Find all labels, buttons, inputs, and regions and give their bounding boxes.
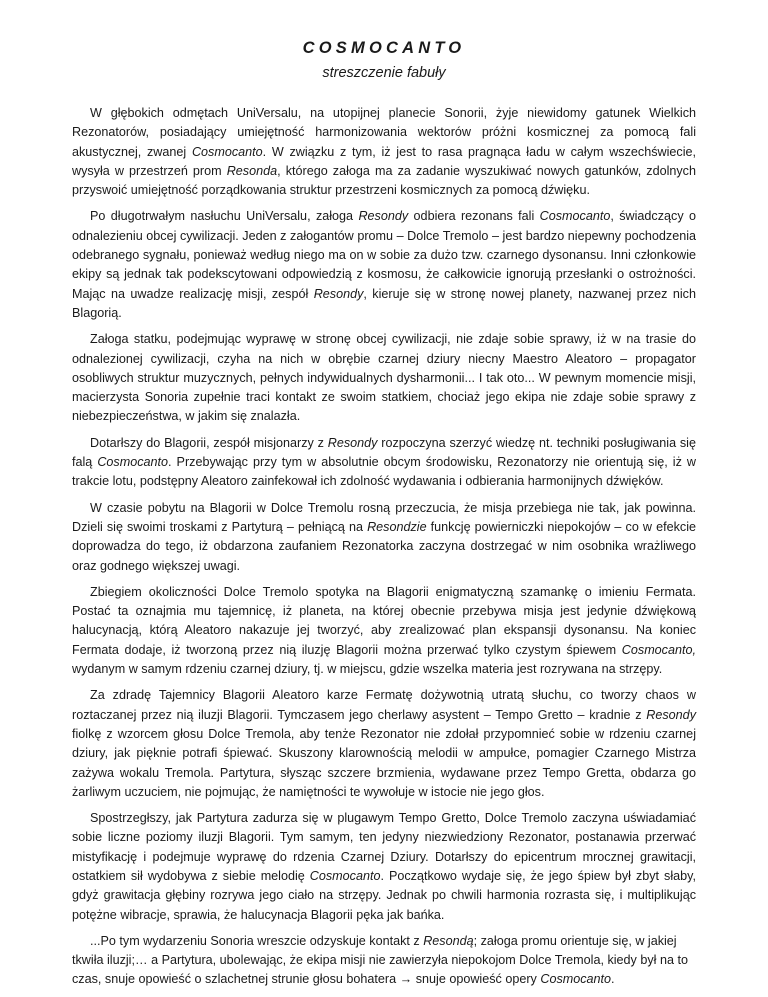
- italic-text: Resondy: [358, 209, 409, 224]
- text-run: Po długotrwałym nasłuchu UniVersalu, załoga: [90, 209, 359, 224]
- italic-text: Resondy: [313, 286, 364, 301]
- text-run: ...Po tym wydarzeniu Sonoria wreszcie odzyskuje kontakt z: [90, 933, 424, 948]
- paragraph: [72, 330, 696, 426]
- italic-text: Resondzie: [367, 519, 427, 534]
- italic-text: Cosmocanto: [309, 868, 381, 883]
- text-run: wydanym w samym rdzeniu czarnej dziury, tj. w miejscu, gdzie wszelka materia jest rozrywana na strzępy.: [72, 662, 663, 677]
- paragraph: [72, 499, 696, 576]
- paragraph: [72, 434, 696, 492]
- text-run: , kieruje się w stronę nowej planety, nazwanej przez nich Blagorią.: [72, 286, 696, 320]
- text-run: . W związku z tym, iż jest to rasa pragnąca ładu w całym wszechświecie, wysyła w przestrzeń prom: [72, 144, 697, 178]
- text-run: ; załoga promu orientuje się, w jakiej tkwiła iluzji;… a Partytura, ubolewając, że ekipa misji nie zawierzyła niepokojom Dolce Tremola, kiedy był na to czas, snuje opowieść o szlachetnej strunie głosu bohatera → snuje opowieść opery: [72, 933, 688, 987]
- text-run: W głębokich odmętach UniVersalu, na utopijnej planecie Sonorii, żyje niewidomy gatunek Wielkich Rezonatorów, posiadający umiejętność harmonizowania wektorów próżni kosmicznej za pomocą fali akustycznej, zwanej: [72, 106, 696, 159]
- paragraph: [72, 686, 696, 802]
- text-run: Spostrzegłszy, jak Partytura zadurza się w plugawym Tempo Gretto, Dolce Tremolo zaczyna uświadamiać sobie liczne poziomy iluzji Blagorii. Tym samym, ten jedyny niezwiedziony Rezonator, postanawia przerwać mistyfikację i podejmuje wyprawę do rdzenia Czarnej Dziury. Dotarłszy do epicentrum mrocznej grawitacji, ostatkiem sił wydobywa z siebie melodię: [72, 811, 696, 883]
- italic-text: Resonda: [226, 163, 278, 178]
- paragraph: [72, 207, 696, 323]
- italic-text: Cosmocanto: [540, 972, 612, 987]
- italic-text: Resondy: [327, 435, 378, 450]
- italic-text: Cosmocanto: [191, 144, 263, 159]
- italic-text: Resondy: [646, 707, 696, 722]
- italic-text: Cosmocanto: [97, 455, 169, 470]
- document-title: COSMOCANTO: [302, 39, 466, 57]
- text-run: rozpoczyna szerzyć wiedzę nt. techniki posługiwania się falą: [72, 435, 696, 470]
- paragraph: [72, 104, 696, 200]
- paragraph: [72, 809, 696, 925]
- text-run: odbiera rezonans fali: [408, 209, 540, 224]
- italic-text: Resondą: [423, 933, 474, 948]
- text-run: Zbiegiem okoliczności Dolce Tremolo spotyka na Blagorii enigmatyczną szamankę o imieniu Fermata. Postać ta oznajmia mu tajemnicę, iż planeta, na której obecnie przebywa misja jest jedynie dźwiękową halucynacją, którą Aleatoro nakazuje jej tworzyć, aby zrealizować plan ekspansji dysonansu. Na koniec Fermata dodaje, iż tworzoną przez nią iluzję Blagorii można przerwać tylko czystym śpiewem: [72, 584, 696, 657]
- document-body: [72, 104, 696, 990]
- text-run: Za zdradę Tajemnicy Blagorii Aleatoro karze Fermatę dożywotnią utratą słuchu, co tworzy chaos w roztaczanej przez nią iluzji Blagorii. Tymczasem jego cherlawy asystent – Tempo Gretto – kradnie z: [72, 688, 696, 722]
- document-subtitle: streszczenie fabuły: [322, 65, 446, 81]
- text-run: . Przebywając przy tym w absolutnie obcym środowisku, Rezonatorzy nie orientują się, iż w trakcie lotu, podstępny Aleatoro zainfekował ich zdolność wydawania i odbierania harmonijnych dźwięków.: [72, 455, 696, 489]
- italic-text: Cosmocanto,: [621, 642, 696, 657]
- paragraph: [72, 583, 696, 679]
- italic-text: Cosmocanto: [539, 209, 611, 224]
- paragraph: [72, 932, 696, 990]
- text-run: . Początkowo wydaje się, że jego śpiew był zbyt słaby, gdyż grawitacja głębiny rozrywa jego ciało na strzępy. Jednak po chwili harmonia rozrasta się, i multiplikując potężne wibracje, sprawia, że halucynacja Blagorii pęka jak bańka.: [72, 868, 696, 922]
- text-run: , świadczący o odnalezieniu obcej cywilizacji. Jeden z załogantów promu – Dolce Tremolo – jest bardzo niepewny pochodzenia odebranego sygnału, ponieważ według niego ma on w sobie za dużo tzw. czarnego dysonansu. Inni członkowie ekipy są jednak tak podekscytowani odpowiedzią z kosmosu, że całkowicie ignorują przesłanki o ostrożności. Mając na uwadze realizację misji, zespół: [72, 209, 697, 301]
- text-run: Załoga statku, podejmując wyprawę w stronę obcej cywilizacji, nie zdaje sobie sprawy, iż w na trasie do odnalezionej cywilizacji, czyha na nich w obrębie czarnej dziury niecny Maestro Aleatoro – propagator osobliwych struktur muzycznych, pełnych indywidualnych dysharmonii... I tak oto... W pewnym momencie misji, macierzysta Sonoria zupełnie traci kontakt ze swoim statkiem, chociaż jego ekipa nie zdaje sobie sprawy z niebezpieczeństwa, w jakim się znalazła.: [72, 332, 696, 424]
- text-run: funkcję powierniczki niepokojów – co w efekcie doprowadza do tego, iż obdarzona zaufaniem Rezonatorka zaczyna dostrzegać w nim osobnika wrażliwego oraz godnego większej uwagi.: [72, 519, 696, 573]
- text-run: W czasie pobytu na Blagorii w Dolce Tremolu rosną przeczucia, że misja przebiega nie tak, jak powinna. Dzieli się swoimi troskami z Partyturą – pełniącą na: [72, 500, 696, 534]
- text-run: .: [611, 972, 615, 987]
- text-run: Dotarłszy do Blagorii, zespół misjonarzy z: [90, 435, 328, 450]
- text-run: , którego załoga ma za zadanie wyszukiwać nowych gatunków, zdolnych przyswoić umiejętność porządkowania struktur przestrzeni kosmicznych za pomocą dźwięku.: [72, 163, 696, 198]
- text-run: fiolkę z wzorcem głosu Dolce Tremola, aby tenże Rezonator nie zdołał przypomnieć sobie w rdzeniu czarnej dziury, jak pięknie potrafi śpiewać. Skuszony klarownością melodii w ampułce, pomagier Czarnego Mistrza zażywa wokalu Tremola. Partytura, słysząc szczere brzmienia, wydawane przez Tempo Gretta, obdarza go żarliwym uczuciem, nie pojmując, że namiętności te wywołuje w istocie nie jego głos.: [72, 726, 696, 799]
- document-page: [72, 38, 696, 997]
